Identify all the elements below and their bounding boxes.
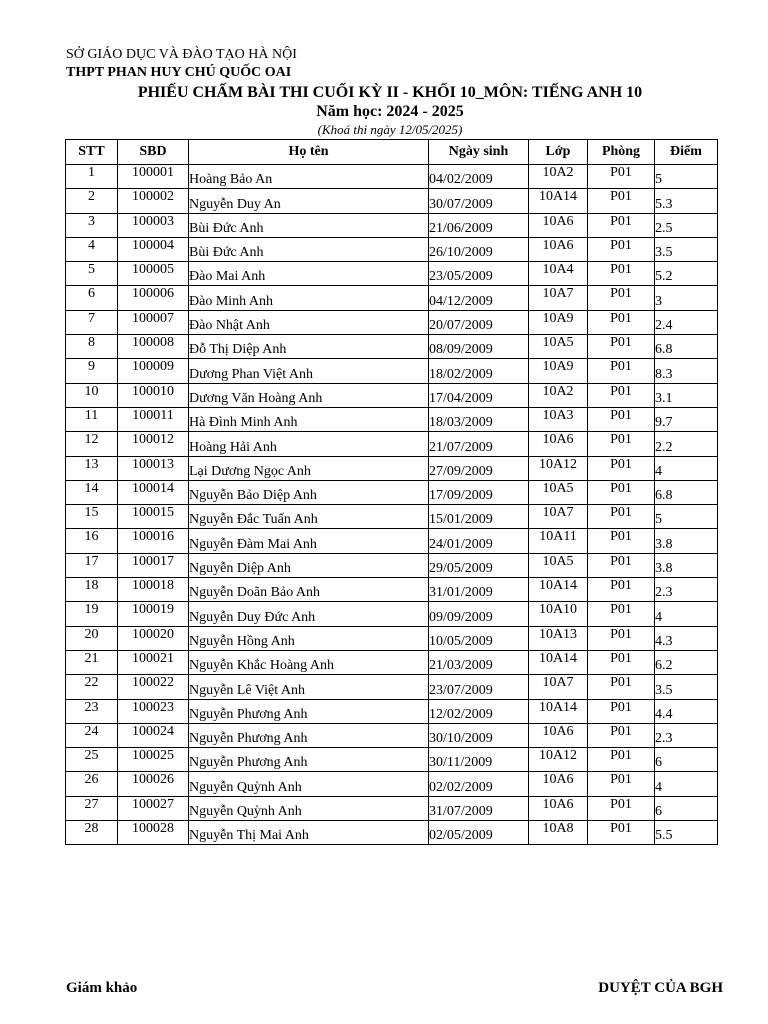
cell-dob: 02/05/2009 xyxy=(429,821,529,845)
cell-stt: 5 xyxy=(66,262,118,286)
table-row xyxy=(66,189,718,213)
table-row xyxy=(66,286,718,310)
cell-dob: 18/02/2009 xyxy=(429,359,529,383)
cell-name: Đào Minh Anh xyxy=(189,286,429,310)
cell-name: Nguyễn Đắc Tuấn Anh xyxy=(189,505,429,529)
cell-room: P01 xyxy=(588,310,655,334)
cell-name: Hà Đình Minh Anh xyxy=(189,407,429,431)
cell-score: 4.4 xyxy=(655,699,718,723)
cell-score: 3.8 xyxy=(655,553,718,577)
cell-class: 10A10 xyxy=(529,602,588,626)
cell-sbd: 100020 xyxy=(118,626,189,650)
cell-room: P01 xyxy=(588,650,655,674)
cell-dob: 18/03/2009 xyxy=(429,407,529,431)
cell-name: Hoàng Bảo An xyxy=(189,165,429,189)
cell-stt: 12 xyxy=(66,432,118,456)
cell-name: Nguyễn Thị Mai Anh xyxy=(189,821,429,845)
cell-name: Dương Văn Hoàng Anh xyxy=(189,383,429,407)
cell-dob: 02/02/2009 xyxy=(429,772,529,796)
cell-stt: 7 xyxy=(66,310,118,334)
cell-name: Nguyễn Lê Việt Anh xyxy=(189,675,429,699)
cell-room: P01 xyxy=(588,796,655,820)
cell-sbd: 100026 xyxy=(118,772,189,796)
cell-class: 10A9 xyxy=(529,359,588,383)
cell-score: 6.2 xyxy=(655,650,718,674)
cell-room: P01 xyxy=(588,286,655,310)
table-row xyxy=(66,748,718,772)
table-row xyxy=(66,699,718,723)
cell-dob: 21/07/2009 xyxy=(429,432,529,456)
cell-stt: 24 xyxy=(66,723,118,747)
table-row xyxy=(66,383,718,407)
table-row xyxy=(66,723,718,747)
table-row xyxy=(66,359,718,383)
table-row xyxy=(66,578,718,602)
cell-stt: 8 xyxy=(66,335,118,359)
cell-name: Nguyễn Duy An xyxy=(189,189,429,213)
cell-name: Nguyễn Hồng Anh xyxy=(189,626,429,650)
cell-sbd: 100014 xyxy=(118,480,189,504)
cell-dob: 30/07/2009 xyxy=(429,189,529,213)
cell-stt: 13 xyxy=(66,456,118,480)
cell-score: 6.8 xyxy=(655,335,718,359)
cell-score: 5.5 xyxy=(655,821,718,845)
cell-sbd: 100024 xyxy=(118,723,189,747)
cell-dob: 20/07/2009 xyxy=(429,310,529,334)
cell-room: P01 xyxy=(588,626,655,650)
cell-class: 10A6 xyxy=(529,432,588,456)
cell-room: P01 xyxy=(588,505,655,529)
cell-stt: 28 xyxy=(66,821,118,845)
cell-stt: 6 xyxy=(66,286,118,310)
cell-name: Nguyễn Khắc Hoàng Anh xyxy=(189,650,429,674)
cell-class: 10A5 xyxy=(529,480,588,504)
table-row xyxy=(66,529,718,553)
cell-name: Nguyễn Đàm Mai Anh xyxy=(189,529,429,553)
cell-dob: 10/05/2009 xyxy=(429,626,529,650)
cell-stt: 27 xyxy=(66,796,118,820)
cell-name: Nguyễn Phương Anh xyxy=(189,748,429,772)
cell-room: P01 xyxy=(588,772,655,796)
cell-room: P01 xyxy=(588,262,655,286)
cell-score: 2.3 xyxy=(655,578,718,602)
cell-dob: 23/07/2009 xyxy=(429,675,529,699)
cell-stt: 3 xyxy=(66,213,118,237)
cell-score: 3.5 xyxy=(655,675,718,699)
table-row xyxy=(66,310,718,334)
cell-room: P01 xyxy=(588,821,655,845)
cell-class: 10A14 xyxy=(529,189,588,213)
cell-sbd: 100006 xyxy=(118,286,189,310)
cell-class: 10A12 xyxy=(529,748,588,772)
cell-room: P01 xyxy=(588,189,655,213)
table-row xyxy=(66,650,718,674)
cell-class: 10A12 xyxy=(529,456,588,480)
cell-name: Bùi Đức Anh xyxy=(189,213,429,237)
cell-dob: 17/09/2009 xyxy=(429,480,529,504)
cell-dob: 31/07/2009 xyxy=(429,796,529,820)
cell-dob: 04/02/2009 xyxy=(429,165,529,189)
cell-dob: 04/12/2009 xyxy=(429,286,529,310)
cell-dob: 27/09/2009 xyxy=(429,456,529,480)
cell-stt: 9 xyxy=(66,359,118,383)
cell-score: 2.2 xyxy=(655,432,718,456)
cell-class: 10A6 xyxy=(529,772,588,796)
cell-name: Dương Phan Việt Anh xyxy=(189,359,429,383)
cell-stt: 18 xyxy=(66,578,118,602)
cell-room: P01 xyxy=(588,675,655,699)
cell-sbd: 100027 xyxy=(118,796,189,820)
table-row xyxy=(66,237,718,261)
table-row xyxy=(66,505,718,529)
cell-dob: 30/11/2009 xyxy=(429,748,529,772)
cell-class: 10A11 xyxy=(529,529,588,553)
cell-score: 4 xyxy=(655,456,718,480)
examiner-label: Giám khảo xyxy=(66,980,138,996)
cell-room: P01 xyxy=(588,383,655,407)
school-name: THPT PHAN HUY CHÚ QUỐC OAI xyxy=(66,65,292,80)
cell-room: P01 xyxy=(588,456,655,480)
col-header-room: Phòng xyxy=(588,140,655,165)
table-row xyxy=(66,456,718,480)
cell-name: Hoàng Hải Anh xyxy=(189,432,429,456)
cell-score: 6 xyxy=(655,796,718,820)
cell-sbd: 100011 xyxy=(118,407,189,431)
cell-sbd: 100018 xyxy=(118,578,189,602)
cell-score: 4 xyxy=(655,602,718,626)
col-header-score: Điểm xyxy=(655,140,718,165)
cell-class: 10A7 xyxy=(529,675,588,699)
table-row xyxy=(66,407,718,431)
cell-room: P01 xyxy=(588,602,655,626)
cell-class: 10A14 xyxy=(529,699,588,723)
col-header-stt: STT xyxy=(66,140,118,165)
cell-class: 10A5 xyxy=(529,553,588,577)
cell-name: Nguyễn Phương Anh xyxy=(189,699,429,723)
table-row xyxy=(66,553,718,577)
cell-score: 2.4 xyxy=(655,310,718,334)
cell-sbd: 100025 xyxy=(118,748,189,772)
cell-sbd: 100016 xyxy=(118,529,189,553)
cell-name: Đào Nhật Anh xyxy=(189,310,429,334)
cell-stt: 2 xyxy=(66,189,118,213)
cell-class: 10A6 xyxy=(529,237,588,261)
table-row xyxy=(66,262,718,286)
table-row xyxy=(66,796,718,820)
cell-room: P01 xyxy=(588,213,655,237)
cell-dob: 29/05/2009 xyxy=(429,553,529,577)
cell-sbd: 100008 xyxy=(118,335,189,359)
cell-score: 8.3 xyxy=(655,359,718,383)
cell-sbd: 100015 xyxy=(118,505,189,529)
cell-class: 10A5 xyxy=(529,335,588,359)
cell-score: 3.8 xyxy=(655,529,718,553)
cell-dob: 21/06/2009 xyxy=(429,213,529,237)
table-row xyxy=(66,165,718,189)
col-header-sbd: SBD xyxy=(118,140,189,165)
cell-sbd: 100013 xyxy=(118,456,189,480)
cell-sbd: 100017 xyxy=(118,553,189,577)
cell-class: 10A2 xyxy=(529,383,588,407)
cell-sbd: 100028 xyxy=(118,821,189,845)
department-name: SỞ GIÁO DỤC VÀ ĐÀO TẠO HÀ NỘI xyxy=(66,47,297,62)
cell-class: 10A7 xyxy=(529,505,588,529)
cell-stt: 20 xyxy=(66,626,118,650)
cell-sbd: 100021 xyxy=(118,650,189,674)
cell-sbd: 100019 xyxy=(118,602,189,626)
cell-stt: 11 xyxy=(66,407,118,431)
cell-stt: 14 xyxy=(66,480,118,504)
cell-score: 4 xyxy=(655,772,718,796)
cell-stt: 23 xyxy=(66,699,118,723)
cell-dob: 08/09/2009 xyxy=(429,335,529,359)
cell-name: Nguyễn Duy Đức Anh xyxy=(189,602,429,626)
approval-label: DUYỆT CỦA BGH xyxy=(598,980,723,996)
cell-stt: 15 xyxy=(66,505,118,529)
cell-score: 3 xyxy=(655,286,718,310)
cell-sbd: 100001 xyxy=(118,165,189,189)
cell-dob: 24/01/2009 xyxy=(429,529,529,553)
cell-sbd: 100023 xyxy=(118,699,189,723)
cell-room: P01 xyxy=(588,165,655,189)
col-header-class: Lớp xyxy=(529,140,588,165)
school-year: Năm học: 2024 - 2025 xyxy=(316,103,464,120)
table-row xyxy=(66,626,718,650)
table-row xyxy=(66,772,718,796)
cell-room: P01 xyxy=(588,553,655,577)
cell-stt: 17 xyxy=(66,553,118,577)
cell-stt: 4 xyxy=(66,237,118,261)
cell-stt: 16 xyxy=(66,529,118,553)
cell-score: 9.7 xyxy=(655,407,718,431)
cell-name: Đào Mai Anh xyxy=(189,262,429,286)
table-row xyxy=(66,213,718,237)
cell-name: Nguyễn Quỳnh Anh xyxy=(189,772,429,796)
cell-stt: 22 xyxy=(66,675,118,699)
cell-name: Nguyễn Phương Anh xyxy=(189,723,429,747)
cell-class: 10A2 xyxy=(529,165,588,189)
cell-class: 10A6 xyxy=(529,796,588,820)
cell-class: 10A3 xyxy=(529,407,588,431)
cell-sbd: 100002 xyxy=(118,189,189,213)
cell-room: P01 xyxy=(588,578,655,602)
cell-class: 10A4 xyxy=(529,262,588,286)
cell-stt: 10 xyxy=(66,383,118,407)
cell-name: Lại Dương Ngọc Anh xyxy=(189,456,429,480)
cell-stt: 26 xyxy=(66,772,118,796)
cell-class: 10A7 xyxy=(529,286,588,310)
cell-room: P01 xyxy=(588,237,655,261)
cell-class: 10A14 xyxy=(529,578,588,602)
cell-name: Bùi Đức Anh xyxy=(189,237,429,261)
cell-room: P01 xyxy=(588,723,655,747)
cell-room: P01 xyxy=(588,359,655,383)
cell-class: 10A6 xyxy=(529,723,588,747)
cell-score: 6 xyxy=(655,748,718,772)
cell-dob: 30/10/2009 xyxy=(429,723,529,747)
cell-stt: 19 xyxy=(66,602,118,626)
cell-sbd: 100007 xyxy=(118,310,189,334)
cell-sbd: 100005 xyxy=(118,262,189,286)
cell-dob: 17/04/2009 xyxy=(429,383,529,407)
cell-name: Nguyễn Diệp Anh xyxy=(189,553,429,577)
table-row xyxy=(66,821,718,845)
cell-score: 5.3 xyxy=(655,189,718,213)
cell-score: 2.3 xyxy=(655,723,718,747)
cell-dob: 31/01/2009 xyxy=(429,578,529,602)
document-title: PHIẾU CHẤM BÀI THI CUỐI KỲ II - KHỐI 10_MÔN: TIẾNG ANH 10 xyxy=(137,84,643,101)
col-header-name: Họ tên xyxy=(189,140,429,165)
cell-room: P01 xyxy=(588,748,655,772)
cell-score: 5.2 xyxy=(655,262,718,286)
cell-name: Nguyễn Quỳnh Anh xyxy=(189,796,429,820)
table-row xyxy=(66,432,718,456)
cell-room: P01 xyxy=(588,335,655,359)
cell-score: 3.1 xyxy=(655,383,718,407)
cell-dob: 26/10/2009 xyxy=(429,237,529,261)
cell-dob: 12/02/2009 xyxy=(429,699,529,723)
cell-name: Nguyễn Bảo Diệp Anh xyxy=(189,480,429,504)
table-row xyxy=(66,335,718,359)
cell-class: 10A9 xyxy=(529,310,588,334)
cell-dob: 15/01/2009 xyxy=(429,505,529,529)
table-row xyxy=(66,675,718,699)
cell-class: 10A8 xyxy=(529,821,588,845)
cell-sbd: 100010 xyxy=(118,383,189,407)
cell-sbd: 100012 xyxy=(118,432,189,456)
table-header-row xyxy=(66,140,718,165)
col-header-dob: Ngày sinh xyxy=(429,140,529,165)
cell-score: 3.5 xyxy=(655,237,718,261)
cell-dob: 21/03/2009 xyxy=(429,650,529,674)
cell-sbd: 100004 xyxy=(118,237,189,261)
cell-dob: 23/05/2009 xyxy=(429,262,529,286)
cell-room: P01 xyxy=(588,480,655,504)
cell-dob: 09/09/2009 xyxy=(429,602,529,626)
cell-sbd: 100022 xyxy=(118,675,189,699)
cell-room: P01 xyxy=(588,432,655,456)
cell-room: P01 xyxy=(588,699,655,723)
cell-score: 2.5 xyxy=(655,213,718,237)
cell-sbd: 100003 xyxy=(118,213,189,237)
cell-name: Nguyễn Doãn Bảo Anh xyxy=(189,578,429,602)
cell-score: 6.8 xyxy=(655,480,718,504)
grade-table xyxy=(65,139,718,845)
cell-stt: 21 xyxy=(66,650,118,674)
cell-class: 10A13 xyxy=(529,626,588,650)
cell-class: 10A14 xyxy=(529,650,588,674)
cell-score: 5 xyxy=(655,165,718,189)
cell-room: P01 xyxy=(588,407,655,431)
table-row xyxy=(66,480,718,504)
cell-class: 10A6 xyxy=(529,213,588,237)
cell-score: 4.3 xyxy=(655,626,718,650)
cell-sbd: 100009 xyxy=(118,359,189,383)
cell-score: 5 xyxy=(655,505,718,529)
cell-name: Đỗ Thị Diệp Anh xyxy=(189,335,429,359)
cell-stt: 1 xyxy=(66,165,118,189)
table-row xyxy=(66,602,718,626)
table-body xyxy=(66,165,718,845)
cell-stt: 25 xyxy=(66,748,118,772)
cell-room: P01 xyxy=(588,529,655,553)
exam-date: (Khoá thi ngày 12/05/2025) xyxy=(317,122,463,137)
